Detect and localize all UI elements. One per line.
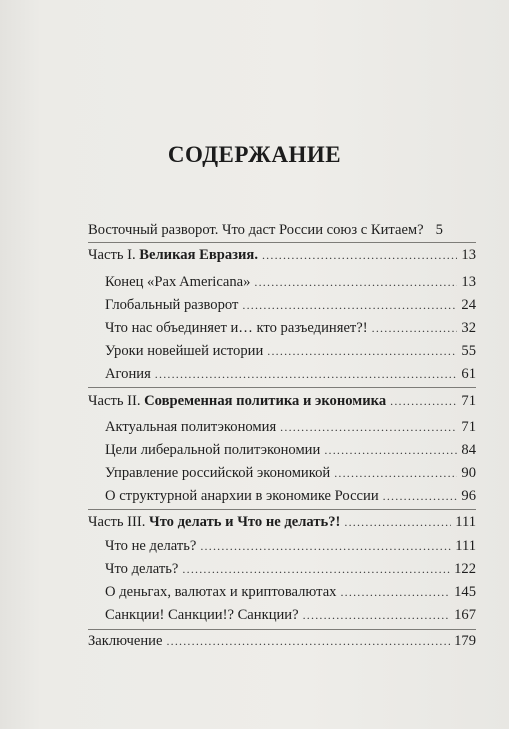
toc-part-1 [88,246,476,264]
page-title: СОДЕРЖАНИЕ [167,142,342,167]
toc-entry [105,606,476,624]
toc-entry-page: 71 [461,393,476,409]
toc-entry-page: 13 [461,274,476,290]
toc-entry-label: Санкции! Санкции!? Санкции? [105,607,299,623]
toc-entry-page: 179 [454,633,476,649]
toc-entry-page: 145 [454,584,476,600]
part-title: Что делать и Что не делать?! [149,514,341,530]
toc-entry [105,273,476,291]
toc-entry-label: Что не делать? [105,538,197,554]
toc-part-2 [88,392,476,410]
leader-dots [182,560,450,578]
leader-dots [390,392,457,410]
toc-entry-page: 5 [435,222,443,238]
toc-entry [105,441,476,459]
toc-entry [105,583,476,601]
toc-entry [105,365,476,383]
toc-entry-page: 71 [461,419,476,435]
toc-entry-label: О структурной анархии в экономике России [105,488,379,504]
toc-entry-label: Управление российской экономикой [105,465,331,481]
toc-entry-page: 122 [454,561,476,577]
toc-entry-page: 90 [461,465,476,481]
leader-dots [200,537,451,555]
toc-entry-label: Что делать? [105,561,179,577]
toc-part-3 [88,513,476,531]
toc-entry [105,537,476,555]
toc-entry-label: Агония [105,366,151,382]
leader-dots [267,342,457,360]
leader-dots [254,273,457,291]
toc-entry-page: 96 [461,488,476,504]
leader-dots [340,583,450,601]
toc-entry-label: Уроки новейшей истории [105,343,264,359]
toc-conclusion [88,632,476,650]
toc-entry [105,487,476,505]
toc-entry-label: О деньгах, валютах и криптовалютах [105,584,337,600]
leader-dots [262,246,457,264]
toc-entry-page: 32 [461,320,476,336]
part-prefix: Часть I. [88,247,140,263]
toc-entry [105,342,476,360]
leader-dots [155,365,458,383]
toc-entry [105,464,476,482]
leader-dots [372,319,458,337]
toc-entry-label: Цели либеральной политэкономии [105,442,321,458]
toc-entry-page: 24 [461,297,476,313]
toc-entry-page: 84 [461,442,476,458]
leader-dots [166,632,450,650]
toc-entry [105,418,476,436]
toc-entry-label: Заключение [88,633,163,649]
toc-entry-page: 61 [461,366,476,382]
divider [88,387,476,388]
toc-entry-label: Актуальная политэкономия [105,419,277,435]
part-title: Великая Евразия. [139,247,258,263]
leader-dots [303,606,451,624]
toc-entry-page: 167 [454,607,476,623]
leader-dots [242,296,457,314]
toc-entry-label: Конец «Pax Americana» [105,274,251,290]
part-title: Современная политика и экономика [144,393,387,409]
toc-entry [105,296,476,314]
toc-entry-label: Восточный разворот. Что даст России союз с Китаем? [88,222,424,238]
toc-entry-label: Что нас объединяет и… кто разъединяет?! [105,320,368,336]
divider [88,509,476,510]
part-prefix: Часть II. [88,393,145,409]
divider [88,629,476,630]
toc-entry-page: 55 [461,343,476,359]
toc-entry-page: 111 [455,538,476,554]
leader-dots [383,487,458,505]
divider [88,242,476,243]
leader-dots [324,441,457,459]
toc-entry-intro [88,221,476,239]
toc-entry [105,560,476,578]
leader-dots [344,513,451,531]
leader-dots [334,464,457,482]
toc-entry-page: 13 [461,247,476,263]
toc-entry [105,319,476,337]
part-prefix: Часть III. [88,514,149,530]
toc-entry-label: Глобальный разворот [105,297,239,313]
leader-dots [280,418,457,436]
toc-entry-page: 111 [455,514,476,530]
